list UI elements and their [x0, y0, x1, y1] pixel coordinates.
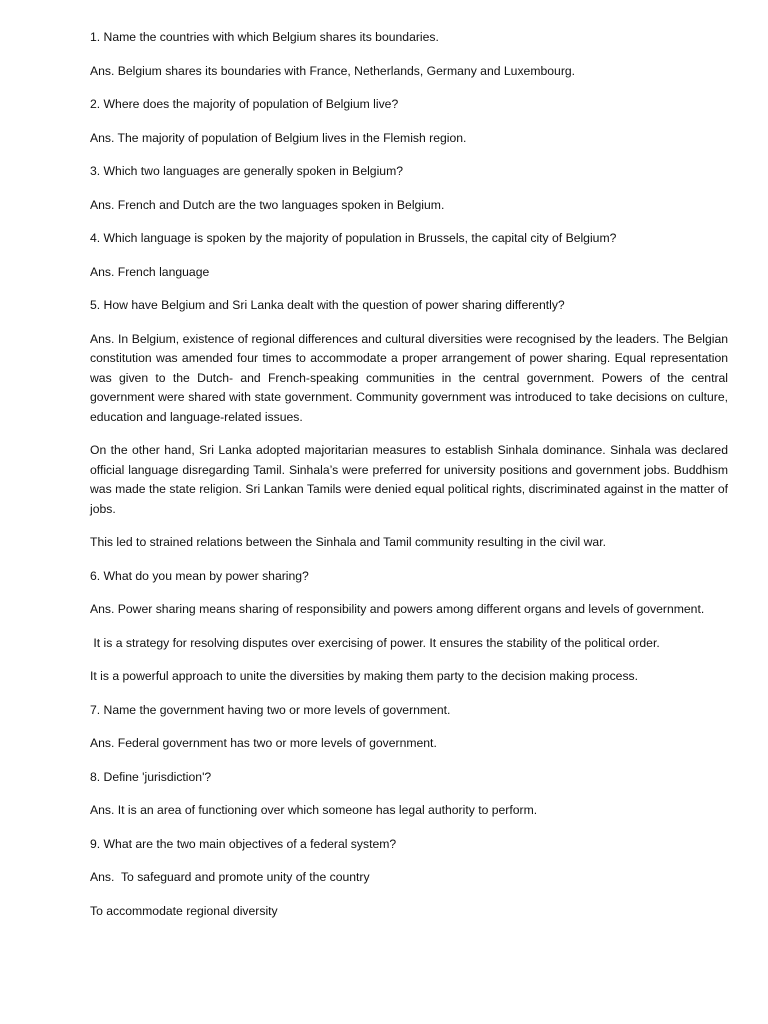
document-body [90, 28, 732, 935]
paragraph-2: Ans. Belgium shares its boundaries with France, Netherlands, Germany and Luxembourg. [90, 63, 576, 78]
paragraph-6: Ans. French and Dutch are the two languages spoken in Belgium. [90, 197, 445, 212]
paragraph-14: Ans. Power sharing means sharing of responsibility and powers among different organs and levels of government. [90, 602, 705, 616]
paragraph-9: 5. How have Belgium and Sri Lanka dealt with the question of power sharing differently? [90, 298, 565, 312]
paragraph-16: It is a powerful approach to unite the diversities by making them party to the decision making process. [90, 669, 639, 683]
paragraph-10: Ans. In Belgium, existence of regional differences and cultural diversities were recognised by the leaders. The Belgian constitution was amended four times to accommodate a proper arrangement of power sharing. Equal representation was given to the Dutch- and French-speaking communities in the central government. Powers of the central government were shared with state government. Community government was introduced to take decisions on culture, education and language-related issues. [90, 331, 732, 424]
paragraph-3: 2. Where does the majority of population of Belgium live? [90, 97, 399, 111]
paragraph-19: 8. Define 'jurisdiction'? [90, 769, 212, 784]
paragraph-17: 7. Name the government having two or more levels of government. [90, 702, 451, 717]
paragraph-1: 1. Name the countries with which Belgium shares its boundaries. [90, 30, 439, 44]
paragraph-8: Ans. French language [90, 264, 210, 279]
paragraph-23: To accommodate regional diversity [90, 903, 278, 918]
paragraph-4: Ans. The majority of population of Belgium lives in the Flemish region. [90, 130, 467, 145]
paragraph-12: This led to strained relations between the Sinhala and Tamil community resulting in the civil war. [90, 535, 606, 549]
paragraph-5: 3. Which two languages are generally spoken in Belgium? [90, 164, 403, 178]
paragraph-21: 9. What are the two main objectives of a federal system? [90, 836, 397, 851]
paragraph-18: Ans. Federal government has two or more levels of government. [90, 736, 437, 750]
paragraph-11: On the other hand, Sri Lanka adopted majoritarian measures to establish Sinhala dominance. Sinhala was declared official language disregarding Tamil. Sinhala’s were preferred for university positions and government jobs. Buddhism was made the state religion. Sri Lankan Tamils were denied equal political rights, discriminated against in the matter of jobs. [90, 443, 732, 516]
paragraph-7: 4. Which language is spoken by the majority of population in Brussels, the capital city of Belgium? [90, 231, 617, 245]
paragraph-13: 6. What do you mean by power sharing? [90, 568, 309, 583]
paragraph-20: Ans. It is an area of functioning over which someone has legal authority to perform. [90, 803, 538, 817]
paragraph-22: Ans. To safeguard and promote unity of the country [90, 870, 370, 884]
paragraph-15: It is a strategy for resolving disputes over exercising of power. It ensures the stability of the political order. [90, 635, 660, 650]
